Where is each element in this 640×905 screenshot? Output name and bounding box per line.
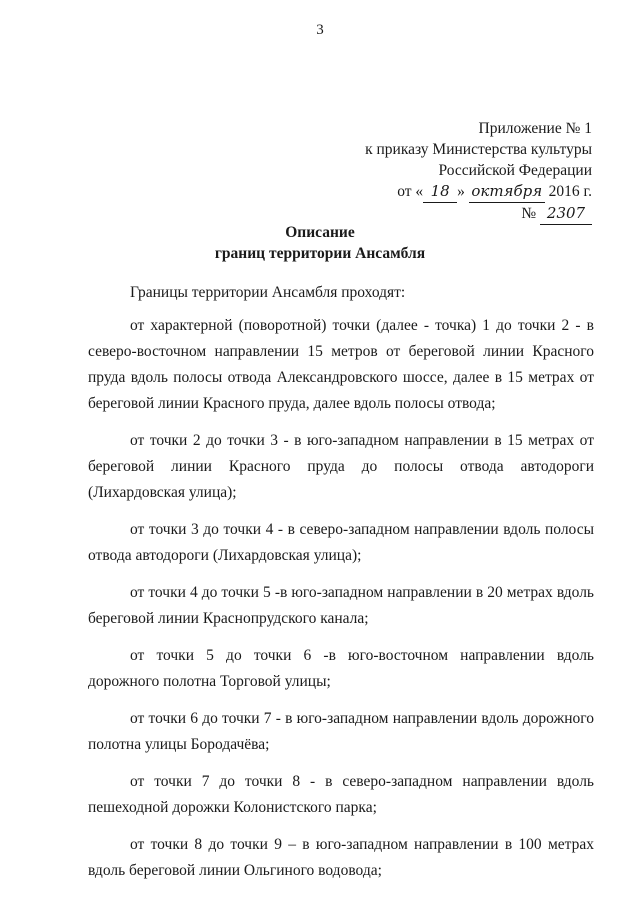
heading-title: Описание	[285, 224, 355, 241]
appendix-order-ref: к приказу Министерства культуры	[365, 141, 592, 158]
paragraph-point-1-2: от характерной (поворотной) точки (далее - точка) 1 до точки 2 - в северо-восточном направлении 15 метров от береговой линии Красного пруда вдоль полосы отвода Александровского шоссе, далее в 15 метрах от береговой линии Красного пруда, далее вдоль полосы отвода;	[88, 317, 594, 412]
number-prefix: №	[521, 205, 537, 222]
order-number-handwritten: 2307	[540, 203, 592, 225]
appendix-date-line	[365, 181, 592, 203]
paragraph-point-2-3: от точки 2 до точки 3 - в юго-западном направлении в 15 метрах от береговой линии Красного пруда до полосы отвода автодороги (Лихардовская улица);	[88, 432, 594, 501]
appendix-title: Приложение № 1	[478, 120, 592, 137]
intro-paragraph: Границы территории Ансамбля проходят:	[130, 284, 406, 301]
paragraph-point-8-9: от точки 8 до точки 9 – в юго-западном направлении в 100 метрах вдоль береговой линии Ольгиного водовода;	[88, 836, 594, 879]
page-number: 3	[316, 22, 324, 38]
paragraph-point-6-7: от точки 6 до точки 7 - в юго-западном направлении вдоль дорожного полотна улицы Бородачёва;	[88, 710, 594, 753]
appendix-ministry: Российской Федерации	[438, 162, 592, 179]
paragraph-point-7-8: от точки 7 до точки 8 - в северо-западном направлении вдоль пешеходной дорожки Колонистского парка;	[88, 773, 594, 816]
document-heading	[0, 222, 640, 264]
date-year: 2016 г.	[548, 183, 592, 200]
appendix-block	[365, 118, 592, 225]
date-prefix: от «	[397, 183, 424, 200]
heading-subtitle: границ территории Ансамбля	[214, 245, 426, 262]
date-mid: »	[457, 183, 465, 200]
paragraph-point-5-6: от точки 5 до точки 6 -в юго-восточном направлении вдоль дорожного полотна Торговой улицы;	[88, 647, 594, 690]
paragraph-point-4-5: от точки 4 до точки 5 -в юго-западном направлении в 20 метрах вдоль береговой линии Краснопрудского канала;	[88, 584, 594, 627]
paragraph-point-3-4: от точки 3 до точки 4 - в северо-западном направлении вдоль полосы отвода автодороги (Лихардовская улица);	[88, 521, 594, 564]
date-day-handwritten: 18	[423, 181, 457, 203]
date-month-handwritten: октября	[469, 181, 545, 203]
document-body	[88, 280, 594, 895]
